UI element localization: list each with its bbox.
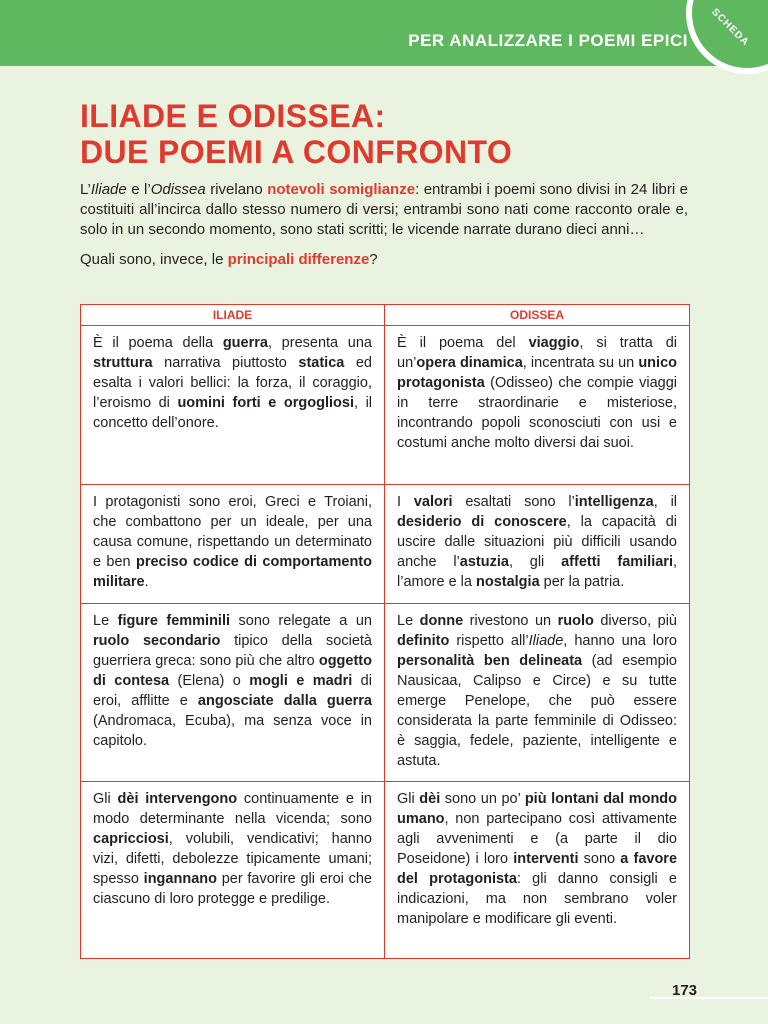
text-run: rispetto all’ [449,633,529,649]
text-run: , incentrata su un [522,355,639,371]
footer-rule [650,997,768,999]
bold-keyword: dèi [419,791,441,807]
text-run: diverso, più [593,613,677,629]
table-cell-iliade [81,326,385,485]
italic-title: Odissea [150,181,206,198]
text-run: , hanno una loro [563,633,677,649]
bold-keyword: ruolo [557,613,594,629]
page-title-line1: ILIADE E ODISSEA: [80,98,386,134]
bold-keyword: statica [298,355,345,371]
text-run: (Elena) o [169,673,250,689]
table-cell-odissea [385,782,690,959]
text-run: di eroi, afflitte e [93,673,372,709]
text-run: sono [578,851,621,867]
table-cell-iliade [81,782,385,959]
text-run: Gli [93,791,118,807]
page-title-line2: DUE POEMI A CONFRONTO [80,134,513,170]
page-title [80,98,700,170]
text-run: , la capacità di uscire dalle situazioni più difficili usando anche l’ [397,514,677,570]
section-header-highlight: POEMI EPICI [578,31,688,50]
bold-keyword: desiderio di conoscere [397,514,567,530]
text-run: , il [653,494,678,510]
bold-keyword: personalità ben delineata [397,653,583,669]
page-number: 173 [672,982,698,999]
text-run: , presenta una [267,335,372,351]
text-run: , l’amore e la [397,554,678,590]
text-run: ? [369,251,378,268]
table-row [81,782,690,959]
text-run: : entrambi i poemi sono divisi in 24 libri e costituiti all’incirca dallo stesso numero di versi; entrambi sono nati come racconto orale e, solo in un secondo momento, sono stati scritti; le vicende narrate durano dieci anni… [80,181,688,238]
highlighted-phrase: principali differenze [227,251,370,268]
bold-keyword: ingannano [143,871,217,887]
bold-keyword: unico protagonista [397,355,677,391]
text-run: Le [93,613,118,629]
bold-keyword: interventi [513,851,579,867]
text-run: sono relegate a un [230,613,372,629]
bold-keyword: dèi intervengono [117,791,238,807]
bold-keyword: a favore del protagonista [397,851,678,887]
intro-paragraph-question [80,250,688,270]
bold-keyword: uomini forti e orgogliosi [177,395,354,411]
text-run: , il concetto dell’onore. [93,395,373,431]
text-run: Quali sono, invece, le [80,251,228,268]
bold-keyword: guerra [222,335,268,351]
text-run: ed esalta i valori bellici: la forza, il coraggio, l’eroismo di [93,355,372,411]
bold-keyword: angosciate dalla guerra [197,693,372,709]
bold-keyword: donne [419,613,464,629]
bold-keyword: affetti familiari [561,554,673,570]
column-header-odissea: ODISSEA [385,305,690,326]
bold-keyword: definito [397,633,450,649]
text-run: rivestono un [463,613,558,629]
text-run: sono un po’ [440,791,525,807]
text-run: I protagonisti sono eroi, Greci e Troiani, che combattono per un ideale, per una causa comune, rispettando un determinato e ben [93,494,372,570]
bold-keyword: oggetto di contesa [93,653,372,689]
text-run: Le [397,613,420,629]
bold-keyword: astuzia [459,554,509,570]
scheda-tab-label: SCHEDA [708,6,751,49]
comparison-table [80,304,690,959]
italic-title: Iliade [528,633,564,649]
text-run: I [397,494,414,510]
text-run: . [144,574,149,590]
highlighted-phrase: notevoli somiglianze [267,181,416,198]
text-run: continuamente e in modo determinante nella vicenda; sono [93,791,372,827]
column-header-iliade: ILIADE [81,305,385,326]
bold-keyword: struttura [93,355,153,371]
bold-keyword: mogli e madri [249,673,353,689]
text-run: , gli [508,554,562,570]
bold-keyword: intelligenza [574,494,654,510]
table-cell-iliade [81,485,385,604]
table-cell-odissea [385,604,690,782]
text-run: : gli danno consigli e indicazioni, ma non sembrano voler manipolare e modificare gli eventi. [397,871,677,927]
section-header-title [408,31,688,51]
italic-title: Iliade [90,181,127,198]
bold-keyword: opera dinamica [416,355,523,371]
text-run: Gli [397,791,420,807]
table-header-row [81,305,690,326]
bold-keyword: valori [413,494,453,510]
text-run: (ad esempio Nausicaa, Calipso e Circe) e su tutte emerge Penelope, che può essere considerata la parte femminile di Odisseo: è saggia, fedele, paziente, intelligente e astuta. [397,653,677,769]
table-cell-iliade [81,604,385,782]
bold-keyword: preciso codice di comportamento militare [93,554,372,590]
bold-keyword: viaggio [528,335,580,351]
text-run: (Andromaca, Ecuba), ma senza voce in capitolo. [93,713,372,749]
section-header-band [0,0,768,66]
bold-keyword: nostalgia [475,574,540,590]
text-run: , si tratta di un’ [397,335,677,371]
text-run: esaltati sono l’ [452,494,575,510]
table-row [81,604,690,782]
text-run: narrativa piuttosto [152,355,299,371]
intro-text [80,180,688,270]
table-cell-odissea [385,326,690,485]
text-run: L’ [80,181,91,198]
bold-keyword: figure femminili [117,613,231,629]
text-run: È il poema del [397,335,529,351]
text-run: , non partecipano così attivamente agli avvenimenti e (a parte il dio Poseidone) i loro [397,811,677,867]
bold-keyword: ruolo secondario [93,633,221,649]
text-run: rivelano [205,181,268,198]
text-run: e l’ [126,181,151,198]
table-cell-odissea [385,485,690,604]
text-run: per la patria. [539,574,625,590]
bold-keyword: più lontani dal mondo umano [397,791,678,827]
table-row [81,326,690,485]
intro-paragraph-similarities [80,180,688,240]
table-row [81,485,690,604]
text-run: , volubili, vendicativi; hanno vizi, difetti, debolezze tipicamente umani; spesso [93,831,372,887]
text-run: tipico della società guerriera greca: sono più che altro [93,633,372,669]
text-run: (Odisseo) che compie viaggi in terre straordinarie e misteriose, incontrando popoli sconosciuti con usi e costumi anche molto diversi dai suoi. [397,375,677,451]
text-run: per favorire gli eroi che ciascuno di loro protegge e predilige. [93,871,372,907]
bold-keyword: capricciosi [93,831,169,847]
section-header-prefix: PER ANALIZZARE I [408,31,579,50]
text-run: È il poema della [93,335,223,351]
